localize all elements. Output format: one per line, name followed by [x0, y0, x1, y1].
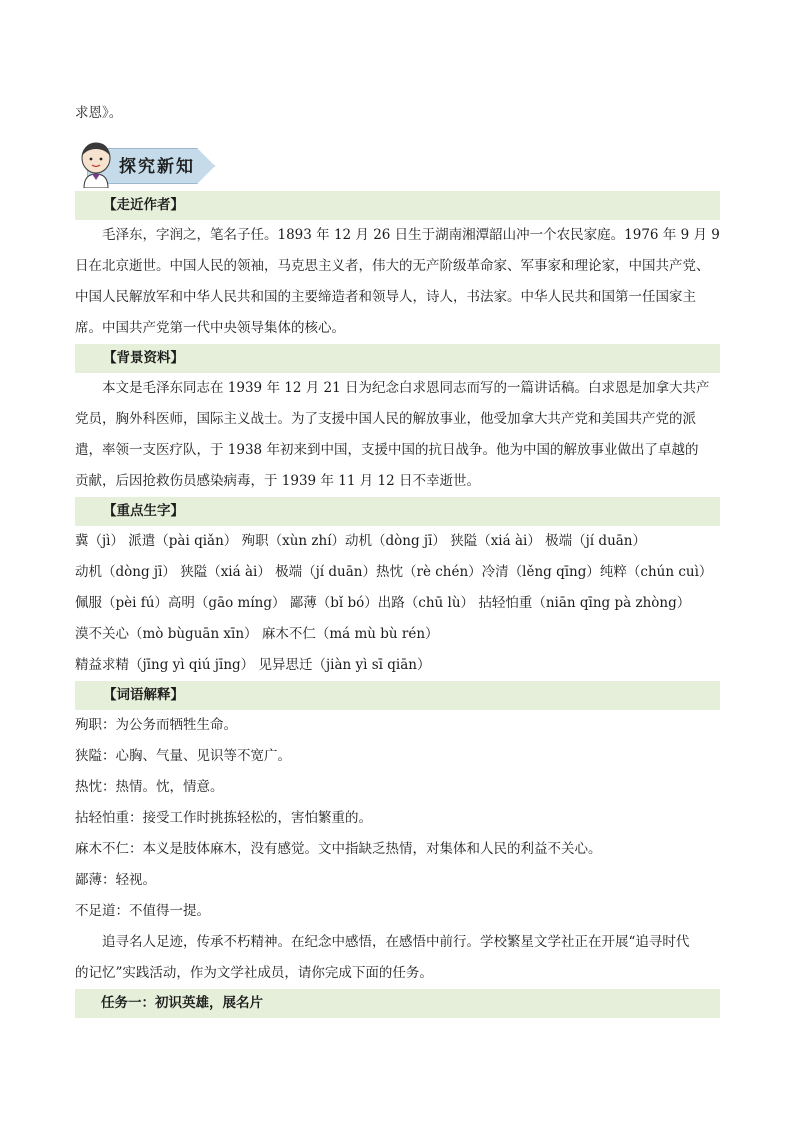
section-heading-characters: 【重点生字】	[75, 497, 720, 526]
vocab-line: 麻木不仁：本义是肢体麻木，没有感觉。文中指缺乏热情，对集体和人民的利益不关心。	[75, 841, 602, 857]
character-line: 漠不关心（mò bùguān xīn） 麻木不仁（má mù bù rén）	[75, 626, 439, 642]
vocab-line: 拈轻怕重：接受工作时挑拣轻松的，害怕繁重的。	[75, 810, 372, 826]
author-line: 中国人民解放军和中华人民共和国的主要缔造者和领导人，诗人，书法家。中华人民共和国第一任国家主	[75, 289, 696, 305]
vocab-line: 狭隘：心胸、气量、见识等不宽广。	[75, 748, 291, 764]
author-line: 毛泽东，字润之，笔名子任。1893 年 12 月 26 日生于湖南湘潭韶山冲一个农民家庭。1976 年 9 月 9	[102, 227, 720, 243]
character-line: 精益求精（jīng yì qiú jīng） 见异思迁（jiàn yì sī qiān）	[75, 657, 431, 673]
task-intro-line: 追寻名人足迹，传承不朽精神。在纪念中感悟，在感悟中前行。学校繁星文学社正在开展“追寻时代	[102, 934, 690, 950]
student-avatar-icon	[75, 140, 117, 188]
character-line: 动机（dòng jī） 狭隘（xiá ài） 极端（jí duān）热忱（rè chén）冷清（lěng qīng）纯粹（chún cuì）	[75, 564, 713, 580]
document-page	[75, 0, 720, 1018]
vocab-line: 鄙薄：轻视。	[75, 872, 156, 888]
author-line: 席。中国共产党第一代中央领导集体的核心。	[75, 320, 345, 336]
badge-label: 探究新知	[119, 157, 195, 177]
character-line: 佩服（pèi fú）高明（gāo míng） 鄙薄（bǐ bó）出路（chū lù） 拈轻怕重（niān qīng pà zhòng）	[75, 595, 691, 611]
task-intro-line: 的记忆”实践活动，作为文学社成员，请你完成下面的任务。	[75, 965, 433, 981]
character-line: 冀（jì） 派遣（pài qiǎn） 殉职（xùn zhí）动机（dòng jī） 狭隘（xiá ài） 极端（jí duān）	[75, 533, 647, 549]
task1-heading: 任务一：初识英雄，展名片	[75, 989, 720, 1018]
vocab-line: 殉职：为公务而牺牲生命。	[75, 717, 237, 733]
section-badge	[75, 140, 720, 188]
intro-tail-text: 求恩》。	[75, 105, 123, 121]
section-heading-vocab: 【词语解释】	[75, 681, 720, 710]
background-line: 党员，胸外科医师，国际主义战士。为了支援中国人民的解放事业，他受加拿大共产党和美国共产党的派	[75, 411, 696, 427]
author-line: 日在北京逝世。中国人民的领袖，马克思主义者，伟大的无产阶级革命家、军事家和理论家，中国共产党、	[75, 258, 710, 274]
background-line: 贡献，后因抢救伤员感染病毒，于 1939 年 11 月 12 日不幸逝世。	[75, 473, 480, 489]
background-line: 本文是毛泽东同志在 1939 年 12 月 21 日为纪念白求恩同志而写的一篇讲话稿。白求恩是加拿大共产	[102, 380, 710, 396]
section-heading-background: 【背景资料】	[75, 344, 720, 373]
vocab-line: 热忱：热情。忱，情意。	[75, 779, 224, 795]
background-line: 遣，率领一支医疗队，于 1938 年初来到中国，支援中国的抗日战争。他为中国的解放事业做出了卓越的	[75, 442, 699, 458]
section-heading-author: 【走近作者】	[75, 191, 720, 220]
vocab-line: 不足道：不值得一提。	[75, 903, 210, 919]
